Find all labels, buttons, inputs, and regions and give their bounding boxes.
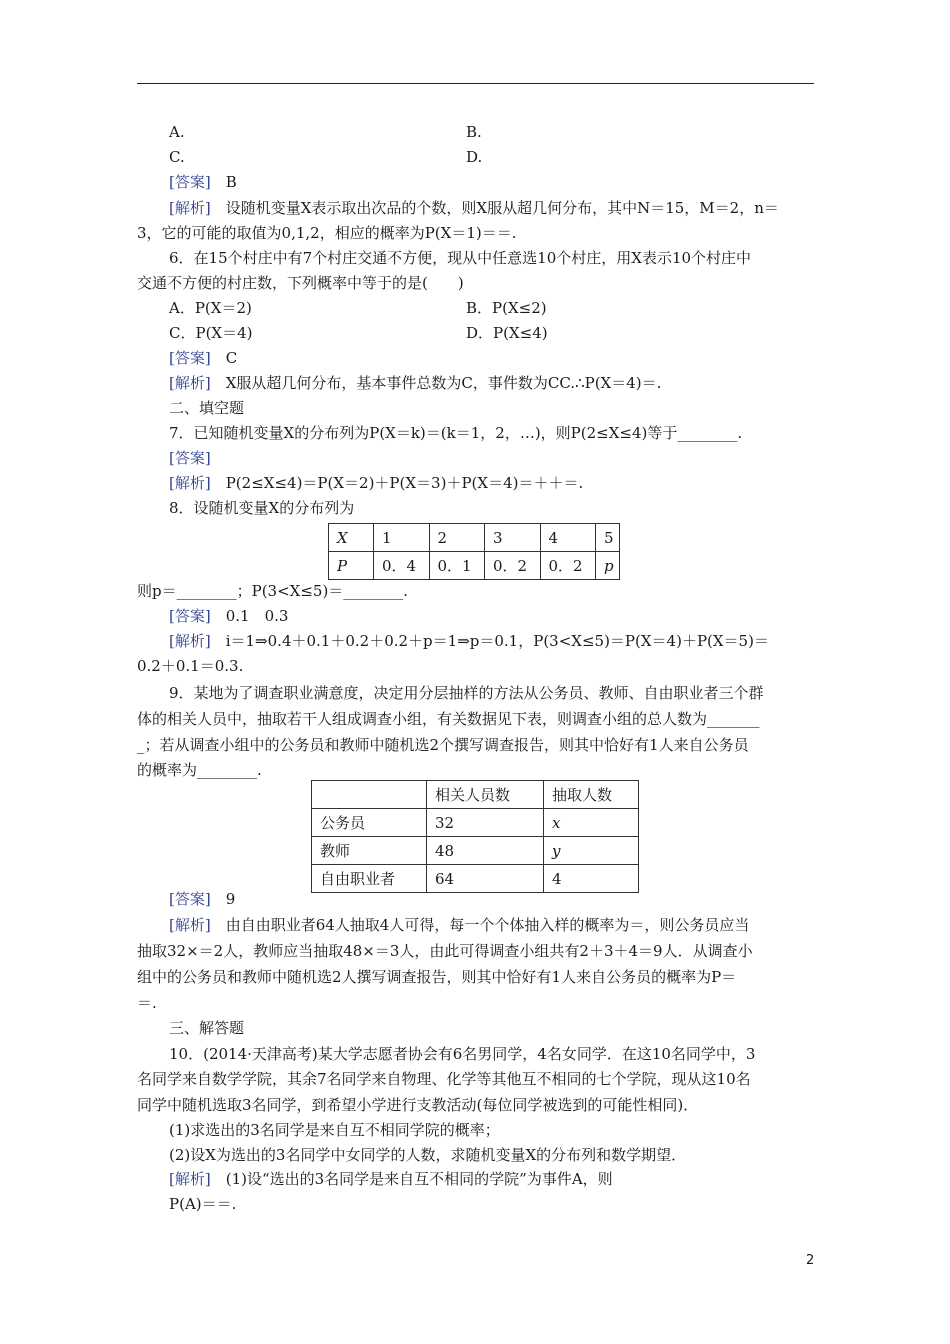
analysis-line: [解析] (1)设“选出的3名同学是来自互不相同的学院”为事件A，则 bbox=[169, 1170, 613, 1188]
text-line: 交通不方便的村庄数，下列概率中等于的是( ) bbox=[137, 274, 464, 292]
answer-line: [答案] B bbox=[169, 173, 237, 191]
page-number: 2 bbox=[806, 1253, 815, 1268]
table-row bbox=[329, 524, 620, 552]
text-line: 则p＝________；P(3<X≤5)＝________. bbox=[137, 582, 409, 600]
text-line: 组中的公务员和教师中随机选2人撰写调查报告，则其中恰好有1人来自公务员的概率为P＝ bbox=[137, 968, 737, 986]
text-line: 0.2＋0.1＝0.3. bbox=[137, 657, 244, 675]
table-cell: 48 bbox=[427, 837, 544, 865]
table-cell: y bbox=[544, 837, 639, 865]
table-cell: x bbox=[544, 809, 639, 837]
table-cell: 0．1 bbox=[429, 552, 485, 580]
table-cell: 0．2 bbox=[540, 552, 596, 580]
answer-line: [答案] C bbox=[169, 349, 238, 367]
table-cell: 2 bbox=[429, 524, 485, 552]
table-cell: 64 bbox=[427, 865, 544, 893]
table-cell: 32 bbox=[427, 809, 544, 837]
table-row bbox=[329, 552, 620, 580]
text-line: (2)设X为选出的3名同学中女同学的人数，求随机变量X的分布列和数学期望． bbox=[169, 1146, 687, 1164]
analysis-line: [解析] X服从超几何分布，基本事件总数为C，事件数为CC.∴P(X＝4)＝. bbox=[169, 374, 662, 392]
header-rule bbox=[137, 83, 814, 84]
table-cell: 公务员 bbox=[312, 809, 427, 837]
table-row bbox=[312, 781, 639, 809]
table-cell: 教师 bbox=[312, 837, 427, 865]
analysis-line: [解析] 设随机变量X表示取出次品的个数，则X服从超几何分布，其中N＝15，M＝2，n＝ bbox=[169, 199, 779, 217]
option-line: C. D. bbox=[169, 148, 483, 166]
question-line: 6．在15个村庄中有7个村庄交通不方便，现从中任意选10个村庄，用X表示10个村庄中 bbox=[169, 249, 752, 267]
table-cell: 0．2 bbox=[485, 552, 541, 580]
text-line: 3，它的可能的取值为0,1,2，相应的概率为P(X＝1)＝＝. bbox=[137, 224, 517, 242]
table-cell: P bbox=[329, 552, 374, 580]
question-line: 9．某地为了调查职业满意度，决定用分层抽样的方法从公务员、教师、自由职业者三个群 bbox=[169, 684, 764, 702]
distribution-table bbox=[328, 523, 620, 580]
text-line: (1)求选出的3名同学是来自互不相同学院的概率； bbox=[169, 1121, 500, 1139]
analysis-line: [解析] P(2≤X≤4)＝P(X＝2)＋P(X＝3)＋P(X＝4)＝＋＋＝. bbox=[169, 474, 584, 492]
text-line: 体的相关人员中，抽取若干人组成调查小组，有关数据见下表，则调查小组的总人数为_______ bbox=[137, 710, 760, 728]
table-cell: 相关人员数 bbox=[427, 781, 544, 809]
table-row bbox=[312, 837, 639, 865]
text-line: 同学中随机选取3名同学，到希望小学进行支教活动(每位同学被选到的可能性相同)． bbox=[137, 1096, 699, 1114]
table-cell: X bbox=[329, 524, 374, 552]
survey-table bbox=[311, 780, 639, 893]
section-heading: 三、解答题 bbox=[169, 1019, 245, 1037]
analysis-line: [解析] i＝1⇒0.4＋0.1＋0.2＋0.2＋p＝1⇒p＝0.1，P(3<X≤5)＝P(X＝4)＋P(X＝5)＝ bbox=[169, 632, 769, 650]
table-cell: 0．4 bbox=[374, 552, 430, 580]
answer-line: [答案] bbox=[169, 449, 211, 467]
text-line: ＝. bbox=[137, 994, 157, 1012]
option-line: A. B. bbox=[169, 123, 482, 141]
text-line: P(A)＝＝. bbox=[169, 1195, 237, 1213]
text-line: 名同学来自数学学院，其余7名同学来自物理、化学等其他互不相同的七个学院，现从这10名 bbox=[137, 1070, 751, 1088]
table-cell: 抽取人数 bbox=[544, 781, 639, 809]
question-line: 10．(2014·天津高考)某大学志愿者协会有6名男同学，4名女同学．在这10名同学中，3 bbox=[169, 1045, 756, 1063]
table-cell: 4 bbox=[544, 865, 639, 893]
text-line: 的概率为________. bbox=[137, 761, 262, 779]
table-cell: p bbox=[596, 552, 620, 580]
table-cell: 1 bbox=[374, 524, 430, 552]
question-line: 7．已知随机变量X的分布列为P(X＝k)＝(k＝1，2，…)，则P(2≤X≤4)等于________. bbox=[169, 424, 743, 442]
text-line: _；若从调查小组中的公务员和教师中随机选2个撰写调查报告，则其中恰好有1人来自公务员 bbox=[137, 736, 749, 754]
answer-line: [答案] 0.1 0.3 bbox=[169, 607, 289, 625]
table-row bbox=[312, 809, 639, 837]
analysis-line: [解析] 由自由职业者64人抽取4人可得，每一个个体抽入样的概率为＝，则公务员应当 bbox=[169, 916, 750, 934]
text-line: 抽取32×＝2人，教师应当抽取48×＝3人，由此可得调查小组共有2＋3＋4＝9人．从调查小 bbox=[137, 942, 753, 960]
option-line: C．P(X＝4) D．P(X≤4) bbox=[169, 324, 548, 342]
table-cell: 3 bbox=[485, 524, 541, 552]
option-line: A．P(X＝2) B．P(X≤2) bbox=[169, 299, 547, 317]
table-cell: 4 bbox=[540, 524, 596, 552]
question-line: 8．设随机变量X的分布列为 bbox=[169, 499, 355, 517]
table-cell: 5 bbox=[596, 524, 620, 552]
answer-line: [答案] 9 bbox=[169, 890, 236, 908]
table-cell: 自由职业者 bbox=[312, 865, 427, 893]
section-heading: 二、填空题 bbox=[169, 399, 245, 417]
table-cell bbox=[312, 781, 427, 809]
